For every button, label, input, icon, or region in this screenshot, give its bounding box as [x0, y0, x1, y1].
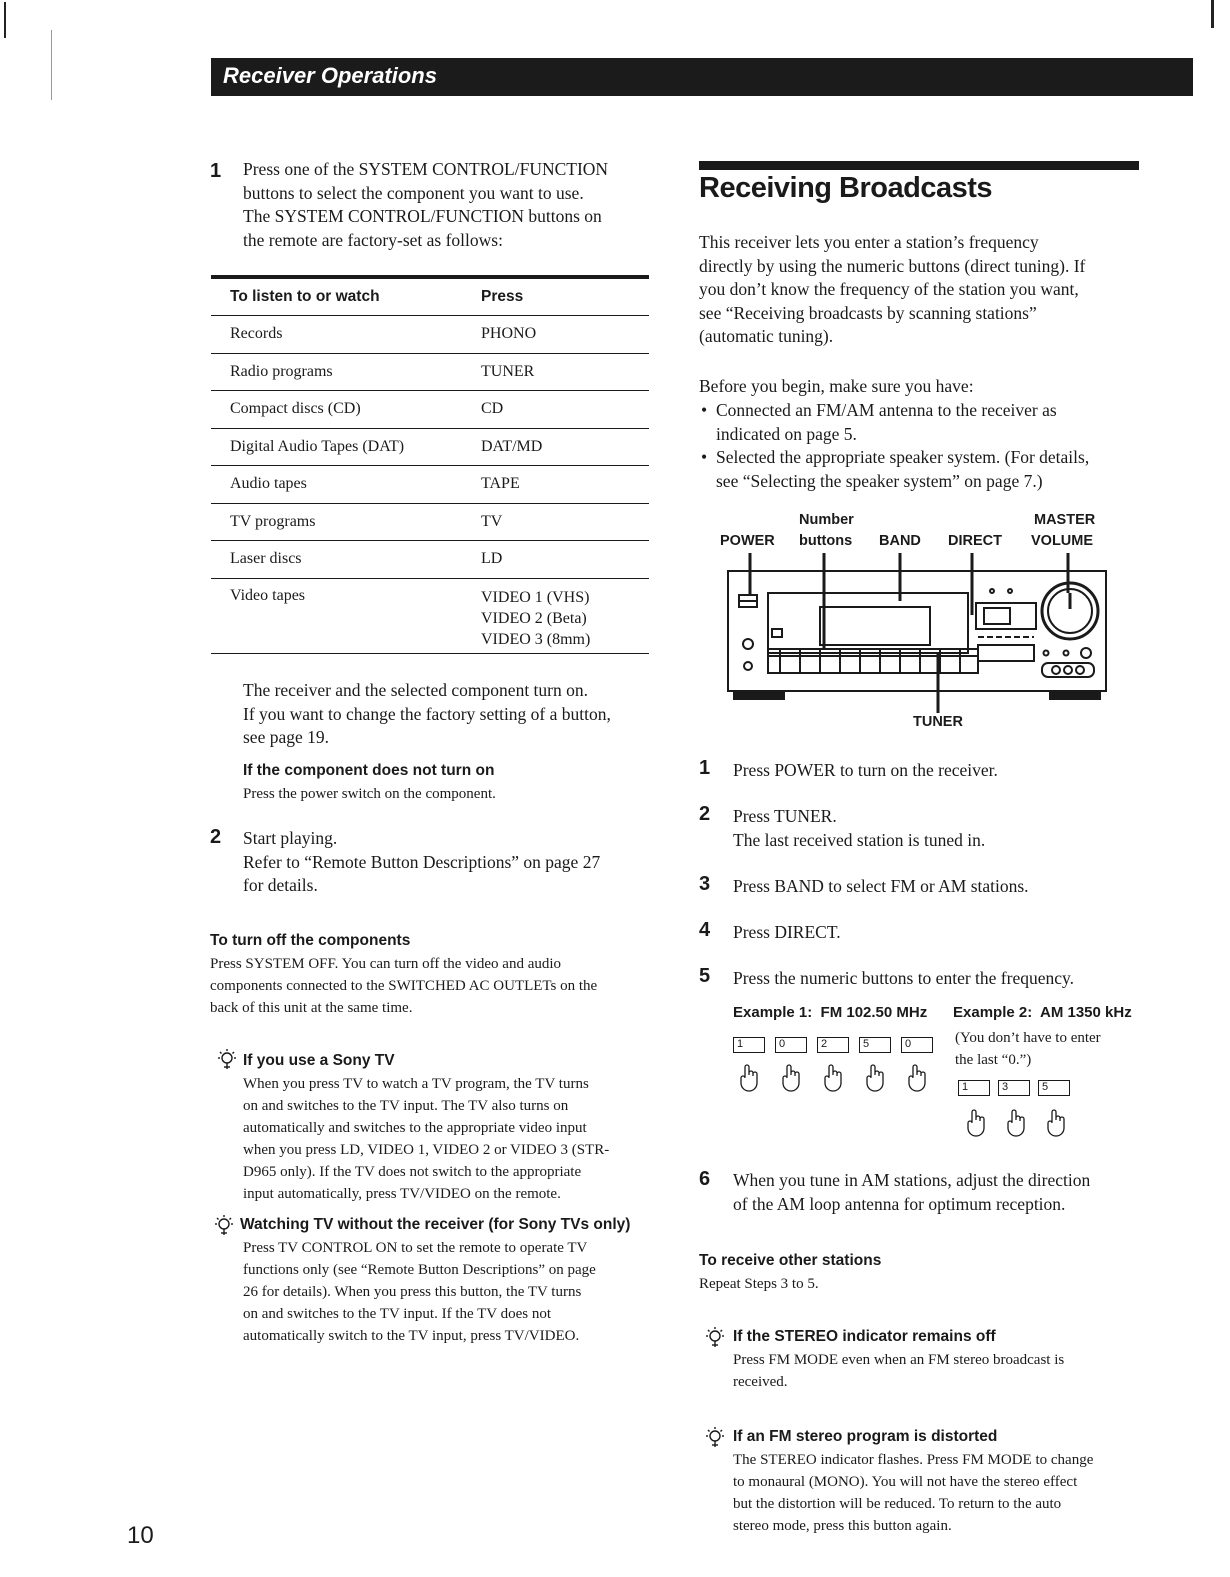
step-number: 1	[699, 757, 711, 779]
text-line: The receiver and the selected component turn on.	[243, 680, 588, 700]
tip-sony-text	[243, 1073, 663, 1205]
pointing-hand-icon	[863, 1063, 887, 1093]
pointing-hand-icon	[905, 1063, 929, 1093]
function-table	[211, 275, 649, 654]
table-row	[211, 391, 649, 429]
step-text	[243, 158, 663, 252]
tip-distorted-heading: If an FM stereo program is distorted	[733, 1428, 998, 1445]
turn-off-text	[210, 953, 660, 1019]
key-label: 2	[821, 1038, 828, 1050]
lightbulb-icon	[217, 1048, 237, 1070]
table-cell: PHONO	[481, 316, 649, 354]
key-label: 0	[779, 1038, 786, 1050]
key-label: 3	[1002, 1081, 1009, 1093]
bullet-item: • Connected an FM/AM antenna to the receiver as indicated on page 5.	[699, 399, 1159, 446]
label-line: Number	[799, 512, 854, 528]
tip-sony-heading: If you use a Sony TV	[243, 1052, 395, 1069]
bullet-item: • Selected the appropriate speaker system. (For details, see “Selecting the speaker system” on page 7.)	[699, 446, 1159, 493]
table-cell: TV	[481, 503, 649, 541]
text-line: the last “0.”)	[955, 1052, 1032, 1068]
text-line: Press TUNER.	[733, 806, 837, 826]
numeric-key-2	[817, 1037, 849, 1053]
text-line: (automatic tuning).	[699, 326, 834, 346]
numeric-key-0	[775, 1037, 807, 1053]
turn-off-heading: To turn off the components	[210, 932, 411, 949]
page-number: 10	[127, 1522, 154, 1549]
text-line: The STEREO indicator flashes. Press FM MODE to change	[733, 1452, 1094, 1468]
after-table-text	[243, 679, 663, 750]
tip-stereo-text	[733, 1349, 1153, 1393]
key-label: 5	[1042, 1081, 1049, 1093]
text-line: back of this unit at the same time.	[210, 1000, 413, 1016]
numeric-key-5	[859, 1037, 891, 1053]
step-text	[733, 805, 1163, 852]
diagram-label-direct: DIRECT	[948, 533, 1002, 549]
pointing-hand-icon	[737, 1063, 761, 1093]
example1-keys	[733, 1037, 943, 1097]
step-text	[733, 921, 1163, 945]
table-cell: DAT/MD	[481, 428, 649, 466]
text-line: This receiver lets you enter a station’s frequency	[699, 232, 1039, 252]
text-line: When you tune in AM stations, adjust the direction	[733, 1170, 1091, 1190]
text-line: When you press TV to watch a TV program, the TV turns	[243, 1076, 589, 1092]
tip-stereo-heading: If the STEREO indicator remains off	[733, 1328, 996, 1345]
text-line: the remote are factory-set as follows:	[243, 229, 503, 250]
example2-note	[955, 1027, 1101, 1071]
step-number: 2	[699, 803, 711, 825]
text-line: The SYSTEM CONTROL/FUNCTION buttons on	[243, 206, 602, 226]
not-on-text: Press the power switch on the component.	[243, 786, 496, 802]
text-line: for details.	[243, 875, 318, 895]
table-cell: Laser discs	[211, 541, 481, 579]
text-line: 26 for details). When you press this button, the TV turns	[243, 1284, 582, 1300]
intro-text	[699, 231, 1159, 349]
step-text	[733, 759, 1163, 783]
step-number: 4	[699, 919, 711, 941]
diagram-label-number	[799, 512, 854, 528]
text-line: see “Selecting the speaker system” on page 7.)	[716, 470, 1043, 491]
diagram-label-power: POWER	[720, 533, 775, 549]
pointing-hand-icon	[1004, 1108, 1028, 1138]
pointing-hand-icon	[964, 1108, 988, 1138]
diagram-label-volume: VOLUME	[1031, 533, 1094, 549]
text-line: on and switches to the TV input. The TV also turns on	[243, 1098, 569, 1114]
tip-watch-heading: Watching TV without the receiver (for Sony TVs only)	[240, 1216, 631, 1233]
text-line: see page 19.	[243, 727, 330, 747]
step-number: 6	[699, 1168, 711, 1190]
text-line: Press SYSTEM OFF. You can turn off the video and audio	[210, 956, 562, 972]
example2-label: Example 2: AM 1350 kHz	[953, 1004, 1132, 1021]
not-on-heading: If the component does not turn on	[243, 762, 495, 779]
before-text: Before you begin, make sure you have:	[699, 376, 974, 396]
key-label: 1	[737, 1038, 744, 1050]
bullet-list	[699, 399, 1159, 493]
text-line: If you want to change the factory setting of a button,	[243, 703, 611, 724]
diagram-label-buttons: buttons	[799, 533, 853, 549]
table-header-row	[211, 277, 649, 316]
text-line: you don’t know the frequency of the station you want,	[699, 279, 1079, 299]
text-line: Refer to “Remote Button Descriptions” on page 27	[243, 851, 601, 872]
diagram-label-tuner: TUNER	[913, 714, 963, 730]
table-row	[211, 316, 649, 354]
table-cell: TV programs	[211, 503, 481, 541]
step-number: 3	[699, 873, 711, 895]
header-title: Receiver Operations	[223, 63, 437, 88]
text-line: automatically and switches to the appropriate video input	[243, 1120, 587, 1136]
table-row	[211, 578, 649, 653]
key-label: 5	[863, 1038, 870, 1050]
text-line: Press DIRECT.	[733, 922, 841, 942]
text-line: of the AM loop antenna for optimum reception.	[733, 1193, 1066, 1214]
step-text	[733, 875, 1163, 899]
text-line: Press FM MODE even when an FM stereo broadcast is	[733, 1352, 1065, 1368]
text-line: on and switches to the TV input. If the TV does not	[243, 1306, 552, 1322]
numeric-key-3	[998, 1080, 1030, 1096]
step-text	[243, 827, 663, 898]
step-number: 5	[699, 965, 711, 987]
text-line: functions only (see “Remote Button Descriptions” on page	[243, 1262, 596, 1278]
step-number: 2	[210, 826, 222, 848]
other-stations-heading: To receive other stations	[699, 1252, 882, 1269]
label-line: MASTER	[1034, 512, 1096, 528]
text-line: Press POWER to turn on the receiver.	[733, 760, 998, 780]
text-line: indicated on page 5.	[716, 423, 857, 444]
key-label: 0	[905, 1038, 912, 1050]
scan-mark	[1211, 0, 1214, 28]
table-row	[211, 353, 649, 391]
table-cell: Video tapes	[211, 578, 481, 653]
other-stations-text: Repeat Steps 3 to 5.	[699, 1276, 819, 1292]
numeric-key-1	[958, 1080, 990, 1096]
table-row	[211, 428, 649, 466]
numeric-key-1	[733, 1037, 765, 1053]
text-line: Start playing.	[243, 828, 338, 848]
pointing-hand-icon	[779, 1063, 803, 1093]
text-line: components connected to the SWITCHED AC OUTLETs on the	[210, 978, 598, 994]
text-line: when you press LD, VIDEO 1, VIDEO 2 or VIDEO 3 (STR-	[243, 1142, 610, 1158]
text-line: input automatically, press TV/VIDEO on the remote.	[243, 1186, 561, 1202]
diagram-label-master	[1034, 512, 1095, 528]
step-text	[733, 967, 1163, 991]
text-line: Connected an FM/AM antenna to the receiver as	[716, 400, 1057, 420]
example1-label: Example 1: FM 102.50 MHz	[733, 1004, 928, 1021]
text-line: directly by using the numeric buttons (direct tuning). If	[699, 255, 1086, 276]
step-number: 1	[210, 160, 222, 182]
diagram-label-band: BAND	[879, 533, 921, 549]
text-line: Press TV CONTROL ON to set the remote to operate TV	[243, 1240, 588, 1256]
key-label: 1	[962, 1081, 969, 1093]
numeric-key-0	[901, 1037, 933, 1053]
section-rule	[699, 161, 1139, 170]
table-cell: Records	[211, 316, 481, 354]
column-header: To listen to or watch	[211, 277, 481, 316]
table-cell-line: VIDEO 2 (Beta)	[481, 609, 587, 627]
table-cell-line: VIDEO 3 (8mm)	[481, 630, 591, 648]
lightbulb-icon	[705, 1326, 725, 1348]
header-bar	[211, 58, 1193, 96]
text-line: buttons to select the component you want to use.	[243, 182, 584, 203]
scan-mark	[4, 2, 6, 38]
text-line: Selected the appropriate speaker system. (For details,	[716, 447, 1090, 467]
text-line: The last received station is tuned in.	[733, 829, 986, 850]
text-line: see “Receiving broadcasts by scanning stations”	[699, 302, 1037, 323]
table-cell	[481, 578, 649, 653]
table-cell: LD	[481, 541, 649, 579]
pointing-hand-icon	[1044, 1108, 1068, 1138]
column-header: Press	[481, 277, 649, 316]
table-row	[211, 541, 649, 579]
text-line: stereo mode, press this button again.	[733, 1518, 952, 1534]
numeric-key-5	[1038, 1080, 1070, 1096]
table-cell: CD	[481, 391, 649, 429]
table-cell: Radio programs	[211, 353, 481, 391]
text-line: automatically switch to the TV input, press TV/VIDEO.	[243, 1328, 580, 1344]
receiver-front-panel	[720, 553, 1110, 713]
table-cell: TAPE	[481, 466, 649, 504]
text-line: received.	[733, 1374, 788, 1390]
table-cell: Compact discs (CD)	[211, 391, 481, 429]
text-line: Press the numeric buttons to enter the frequency.	[733, 968, 1074, 988]
text-line: (You don’t have to enter	[955, 1030, 1101, 1046]
text-line: Press BAND to select FM or AM stations.	[733, 876, 1029, 896]
section-title: Receiving Broadcasts	[699, 172, 993, 204]
text-line: Press one of the SYSTEM CONTROL/FUNCTION	[243, 159, 609, 179]
lightbulb-icon	[705, 1426, 725, 1448]
scan-mark	[51, 30, 52, 100]
text-line: to monaural (MONO). You will not have the stereo effect	[733, 1474, 1078, 1490]
table-row	[211, 466, 649, 504]
example2-keys	[958, 1080, 1088, 1142]
tip-distorted-text	[733, 1449, 1153, 1537]
tip-watch-text	[243, 1237, 663, 1347]
table-cell: Digital Audio Tapes (DAT)	[211, 428, 481, 466]
text-line: D965 only). If the TV does not switch to the appropriate	[243, 1164, 582, 1180]
text-line: but the distortion will be reduced. To return to the auto	[733, 1496, 1062, 1512]
table-cell: Audio tapes	[211, 466, 481, 504]
table-cell-line: VIDEO 1 (VHS)	[481, 588, 590, 606]
lightbulb-icon	[214, 1214, 234, 1236]
step-text	[733, 1169, 1163, 1216]
table-cell: TUNER	[481, 353, 649, 391]
table-row	[211, 503, 649, 541]
pointing-hand-icon	[821, 1063, 845, 1093]
